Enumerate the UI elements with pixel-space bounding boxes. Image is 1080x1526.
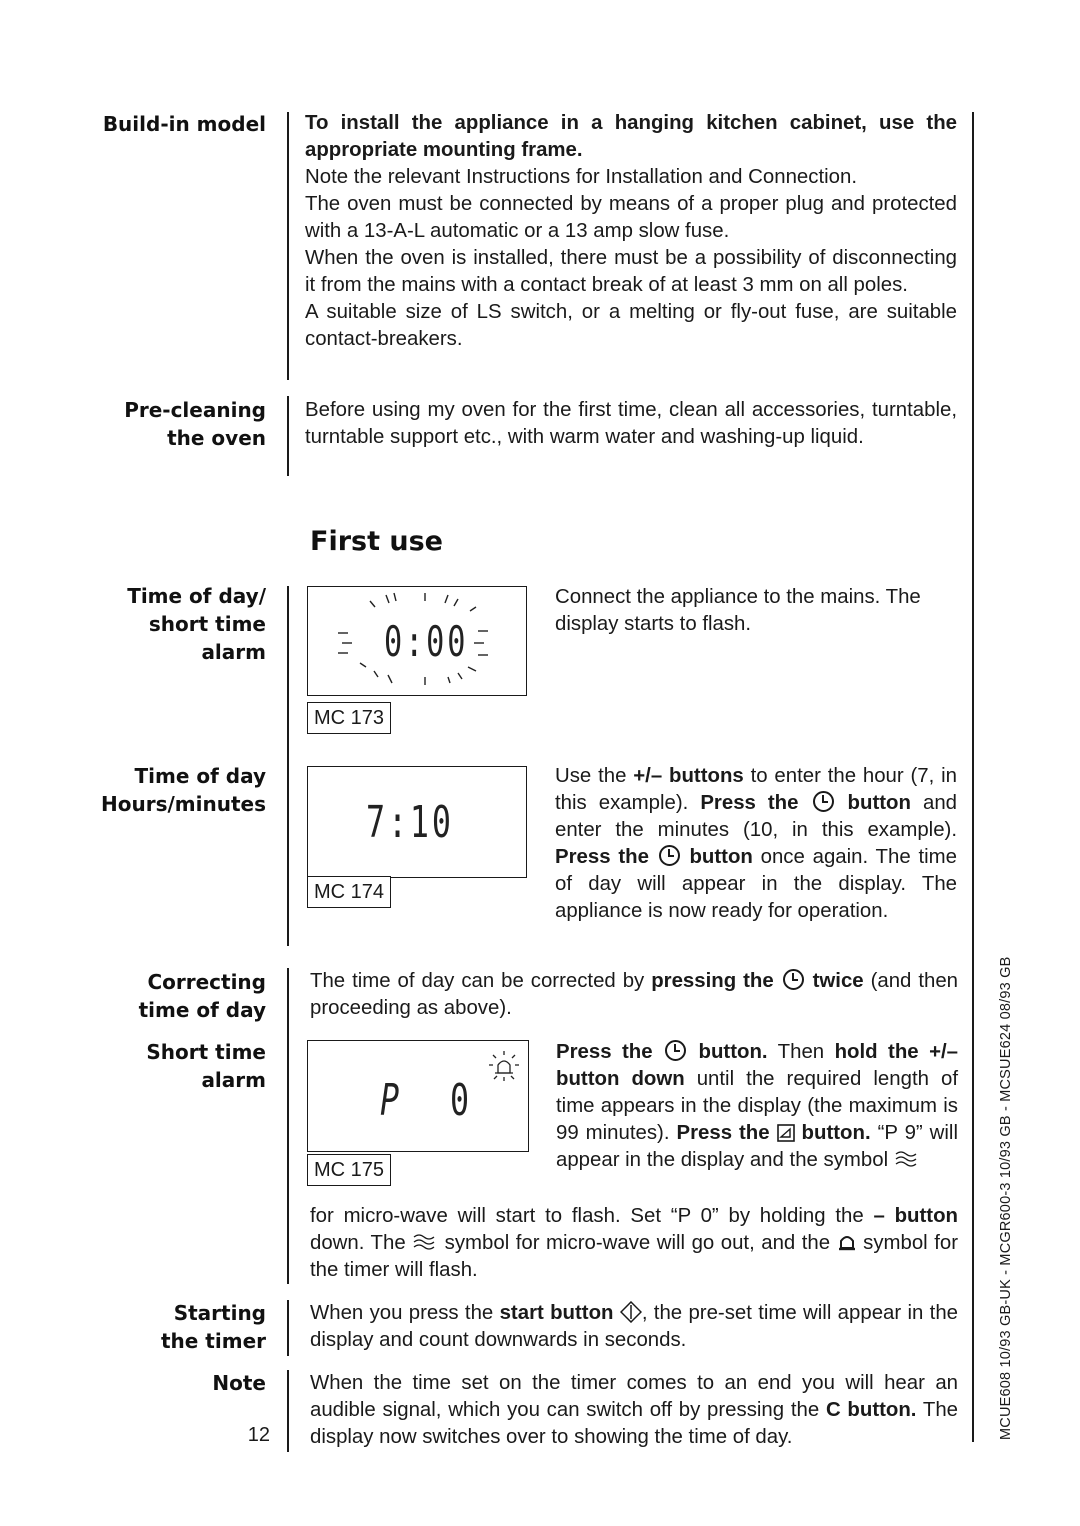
display-value: 7:10 bbox=[366, 797, 454, 848]
display-panel-mc174 bbox=[307, 766, 527, 878]
column-divider bbox=[287, 112, 289, 380]
alarm-text-top: Press the button. Then hold the +/– button down until the required length of time appears in the display (the maximum is 99 minutes). Press the button. “P 9” will appear in the display and the symbol bbox=[556, 1041, 958, 1171]
heading-short-alarm: Short time alarm bbox=[146, 1040, 266, 1092]
column-divider bbox=[287, 968, 289, 1284]
figure-label-mc173: MC 173 bbox=[307, 702, 391, 734]
start-button-icon bbox=[620, 1301, 642, 1323]
clock-icon bbox=[659, 845, 680, 866]
build-in-text: To install the appliance in a hanging kitchen cabinet, use the appropriate mounting frame. Note the relevant Instructions for Installation and Connection. The oven must be connected by means of a proper plug and protected with a 13-A-L automatic or a 13 amp slow fuse. When the oven is installed, there must be a possibility of disconnecting it from the mains with a contact break of at least 3 mm on all poles. A suitable size of LS switch, or a melting or fly-out fuse, are suitable contact-breakers. bbox=[305, 112, 957, 350]
heading-note: Note bbox=[212, 1371, 266, 1395]
display-panel-mc173 bbox=[307, 586, 527, 696]
column-divider bbox=[287, 586, 289, 946]
precleaning-text: Before using my oven for the first time, clean all accessories, turntable, turntable support etc., with warm water and washing-up liquid. bbox=[305, 399, 957, 448]
column-divider bbox=[287, 396, 289, 476]
connect-text: Connect the appliance to the mains. The display starts to flash. bbox=[555, 586, 921, 635]
heading-correcting: Correcting time of day bbox=[138, 970, 266, 1022]
display-panel-mc175 bbox=[307, 1040, 529, 1152]
heading-build-in: Build-in model bbox=[102, 112, 266, 136]
correcting-text: The time of day can be corrected by pressing the twice (and then proceeding as above). bbox=[310, 970, 959, 1019]
hours-text: Use the +/– buttons to enter the hour (7, in this example). Press the button and enter the minutes (10, in this example). Press the button once again. The time of day will appear in the display. The appliance is now ready for operation. bbox=[555, 765, 958, 922]
alarm-bell-icon bbox=[484, 1047, 524, 1087]
heading-hours-minutes: Time of day Hours/minutes bbox=[101, 764, 266, 816]
clock-icon bbox=[813, 791, 834, 812]
column-divider bbox=[287, 1370, 289, 1452]
heading-time-short-alarm: Time of day/ short time alarm bbox=[127, 584, 266, 664]
figure-label-mc175: MC 175 bbox=[307, 1154, 391, 1186]
right-border bbox=[972, 112, 974, 1442]
alarm-text-bottom: for micro-wave will start to flash. Set “P 0” by holding the – button down. The symbol for micro-wave will go out, and the symbol for the timer will flash. bbox=[310, 1205, 958, 1281]
timer-button-icon bbox=[777, 1124, 795, 1142]
column-divider bbox=[287, 1300, 289, 1356]
heading-precleaning: Pre-cleaning the oven bbox=[124, 398, 266, 450]
display-zero: 0 bbox=[450, 1075, 472, 1126]
display-value: 0:00 bbox=[384, 617, 469, 666]
note-text: When the time set on the timer comes to an end you will hear an audible signal, which you can switch off by pressing the C button. The display now switches over to showing the time of day. bbox=[310, 1372, 958, 1448]
figure-label-mc174: MC 174 bbox=[307, 876, 391, 908]
microwave-symbol-icon bbox=[894, 1149, 920, 1169]
document-code: MCUE608 10/93 GB-UK - MCGR600-3 10/93 GB - MCSUE624 08/93 GB bbox=[998, 956, 1014, 1440]
display-p: P bbox=[380, 1075, 402, 1126]
section-heading: First use bbox=[310, 526, 443, 557]
page-number: 12 bbox=[247, 1424, 270, 1446]
microwave-symbol-icon bbox=[412, 1232, 438, 1252]
clock-icon bbox=[783, 969, 804, 990]
heading-starting-timer: Starting the timer bbox=[160, 1301, 266, 1353]
clock-icon bbox=[665, 1040, 686, 1061]
timer-bell-icon bbox=[837, 1232, 857, 1252]
starting-text: When you press the start button , the pre-set time will appear in the display and count downwards in seconds. bbox=[310, 1302, 959, 1351]
